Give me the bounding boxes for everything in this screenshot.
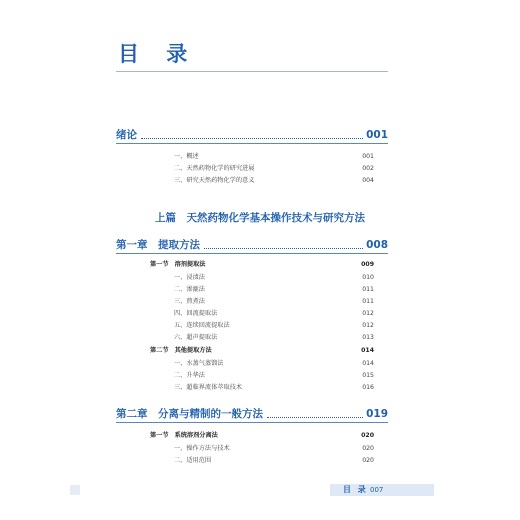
heading-page: 008	[366, 239, 388, 251]
heading-label: 第二章 分离与精制的一般方法	[116, 408, 263, 420]
heading-underline	[116, 253, 388, 254]
entry-page: 016	[362, 384, 374, 391]
entry-label: 二、天然药物化学的研究进展	[174, 165, 255, 172]
entry-page: 012	[362, 322, 374, 329]
section-number: 第一节	[150, 432, 169, 439]
entry-label: 一、浸渍法	[174, 274, 205, 281]
part-title: 上篇 天然药物化学基本操作技术与研究方法	[155, 212, 365, 224]
dotted-leader	[141, 138, 363, 139]
section-label: 溶剂提取法	[174, 261, 206, 268]
entry-label: 一、概述	[174, 153, 199, 160]
heading-label: 第一章 提取方法	[116, 239, 200, 251]
toc-entry[interactable]	[174, 175, 374, 186]
toc-entry[interactable]	[174, 370, 374, 381]
toc-entry[interactable]	[174, 332, 374, 343]
entry-label: 一、操作方法与技术	[174, 445, 230, 452]
entry-label: 三、超临界流体萃取技术	[174, 384, 243, 391]
section-label: 系统溶剂分离法	[174, 432, 218, 439]
dotted-leader	[267, 417, 363, 418]
toc-heading-chapter2[interactable]	[116, 405, 388, 421]
toc-entry[interactable]	[174, 163, 374, 174]
section-label: 其他提取方法	[174, 347, 212, 354]
heading-page: 001	[366, 129, 388, 141]
footer-label: 目 录	[343, 485, 368, 494]
entry-label: 一、水蒸气蒸馏法	[174, 360, 224, 367]
toc-section[interactable]	[150, 430, 374, 441]
heading-label: 绪论	[116, 129, 137, 141]
entry-page: 020	[362, 457, 374, 464]
entry-page: 011	[362, 298, 374, 305]
entry-page: 002	[362, 165, 374, 172]
entry-page: 020	[362, 445, 374, 452]
heading-underline	[116, 143, 388, 144]
toc-entry[interactable]	[174, 382, 374, 393]
toc-section[interactable]	[150, 259, 374, 270]
entry-label: 六、超声提取法	[174, 334, 218, 341]
toc-heading-chapter1[interactable]	[116, 236, 388, 252]
page-title: 目 录	[118, 42, 198, 66]
entry-page: 013	[362, 334, 374, 341]
entry-page: 020	[361, 432, 374, 439]
entry-label: 三、研究天然药物化学的意义	[174, 177, 255, 184]
toc-entry[interactable]	[174, 358, 374, 369]
entry-label: 三、煎煮法	[174, 298, 205, 305]
entry-label: 二、渗漉法	[174, 286, 205, 293]
entry-page: 009	[361, 261, 374, 268]
toc-entry[interactable]	[174, 308, 374, 319]
entry-label: 四、回流提取法	[174, 310, 218, 317]
dotted-leader	[204, 248, 363, 249]
entry-page: 015	[362, 372, 374, 379]
entry-page: 001	[362, 153, 374, 160]
section-number: 第一节	[150, 261, 169, 268]
toc-entry[interactable]	[174, 284, 374, 295]
entry-page: 010	[362, 274, 374, 281]
entry-label: 二、适用范围	[174, 457, 212, 464]
toc-section[interactable]	[150, 345, 374, 356]
toc-entry[interactable]	[174, 272, 374, 283]
title-rule	[116, 71, 388, 72]
entry-page: 014	[361, 347, 374, 354]
entry-label: 五、连续回流提取法	[174, 322, 230, 329]
toc-entry[interactable]	[174, 455, 374, 466]
section-number: 第二节	[150, 347, 169, 354]
entry-page: 004	[362, 177, 374, 184]
toc-entry[interactable]	[174, 443, 374, 454]
entry-page: 011	[362, 286, 374, 293]
footer-decoration	[70, 485, 80, 495]
entry-label: 二、升华法	[174, 372, 205, 379]
heading-page: 019	[366, 408, 388, 420]
entry-page: 012	[362, 310, 374, 317]
footer-page-number: 007	[370, 486, 384, 494]
entry-page: 014	[362, 360, 374, 367]
toc-heading-intro[interactable]	[116, 126, 388, 142]
toc-entry[interactable]	[174, 320, 374, 331]
heading-underline	[116, 422, 388, 423]
toc-entry[interactable]	[174, 151, 374, 162]
toc-entry[interactable]	[174, 296, 374, 307]
